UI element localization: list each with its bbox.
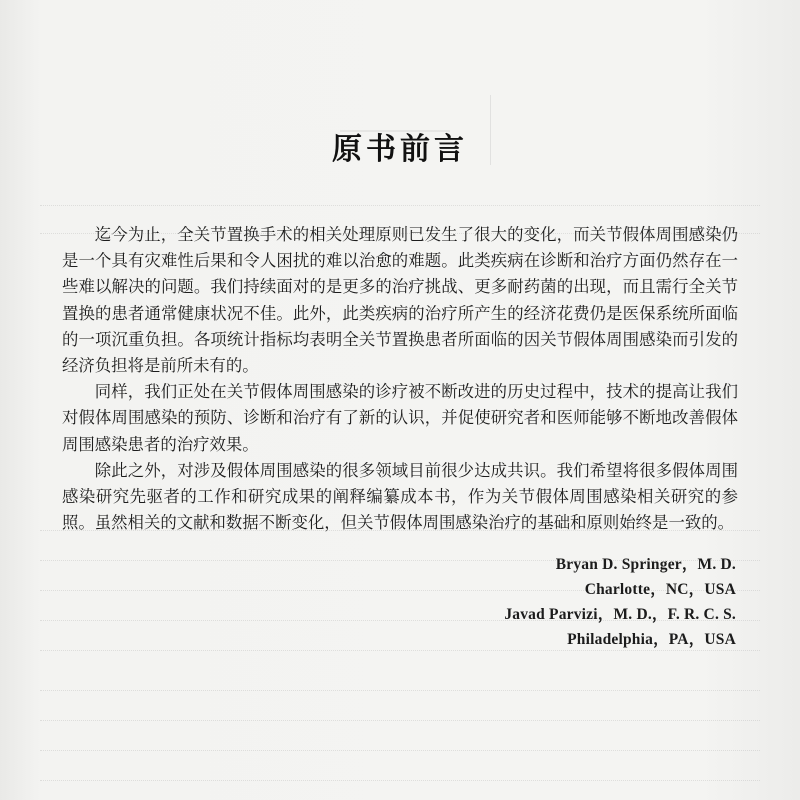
paragraph: 同样，我们正处在关节假体周围感染的诊疗被不断改进的历史过程中，技术的提高让我们对假体周围感染的预防、诊断和治疗有了新的认识，并促使研究者和医师能够不断地改善假体周围感染患者的治疗效果。 bbox=[62, 382, 738, 454]
page-title: 原书前言 bbox=[332, 132, 468, 167]
author-name: Javad Parvizi，M. D.，F. R. C. S. bbox=[504, 606, 736, 623]
show-through-line bbox=[40, 720, 760, 722]
author-signature-block bbox=[504, 552, 736, 652]
author-location: Philadelphia，PA，USA bbox=[567, 631, 736, 648]
show-through-line bbox=[40, 690, 760, 692]
show-through-line bbox=[40, 750, 760, 752]
author-location: Charlotte，NC，USA bbox=[584, 581, 736, 598]
show-through-line bbox=[40, 205, 760, 207]
show-through-line bbox=[40, 780, 760, 782]
preface-body bbox=[62, 222, 738, 536]
author-name: Bryan D. Springer，M. D. bbox=[555, 556, 736, 573]
paragraph: 除此之外，对涉及假体周围感染的很多领域目前很少达成共识。我们希望将很多假体周围感染研究先驱者的工作和研究成果的阐释编纂成本书，作为关节假体周围感染相关研究的参照。虽然相关的文献和数据不断变化，但关节假体周围感染治疗的基础和原则始终是一致的。 bbox=[62, 460, 738, 533]
paragraph: 迄今为止，全关节置换手术的相关处理原则已发生了很大的变化，而关节假体周围感染仍是一个具有灾难性后果和令人困扰的难以治愈的难题。此类疾病在诊断和治疗方面仍然存在一些难以解决的问题。我们持续面对的是更多的治疗挑战、更多耐药菌的出现，而且需行全关节置换的患者通常健康状况不佳。此外，此类疾病的治疗所产生的经济花费仍是医保系统所面临的一项沉重负担。各项统计指标均表明全关节置换患者所面临的因关节假体周围感染而引发的经济负担将是前所未有的。 bbox=[62, 225, 738, 376]
